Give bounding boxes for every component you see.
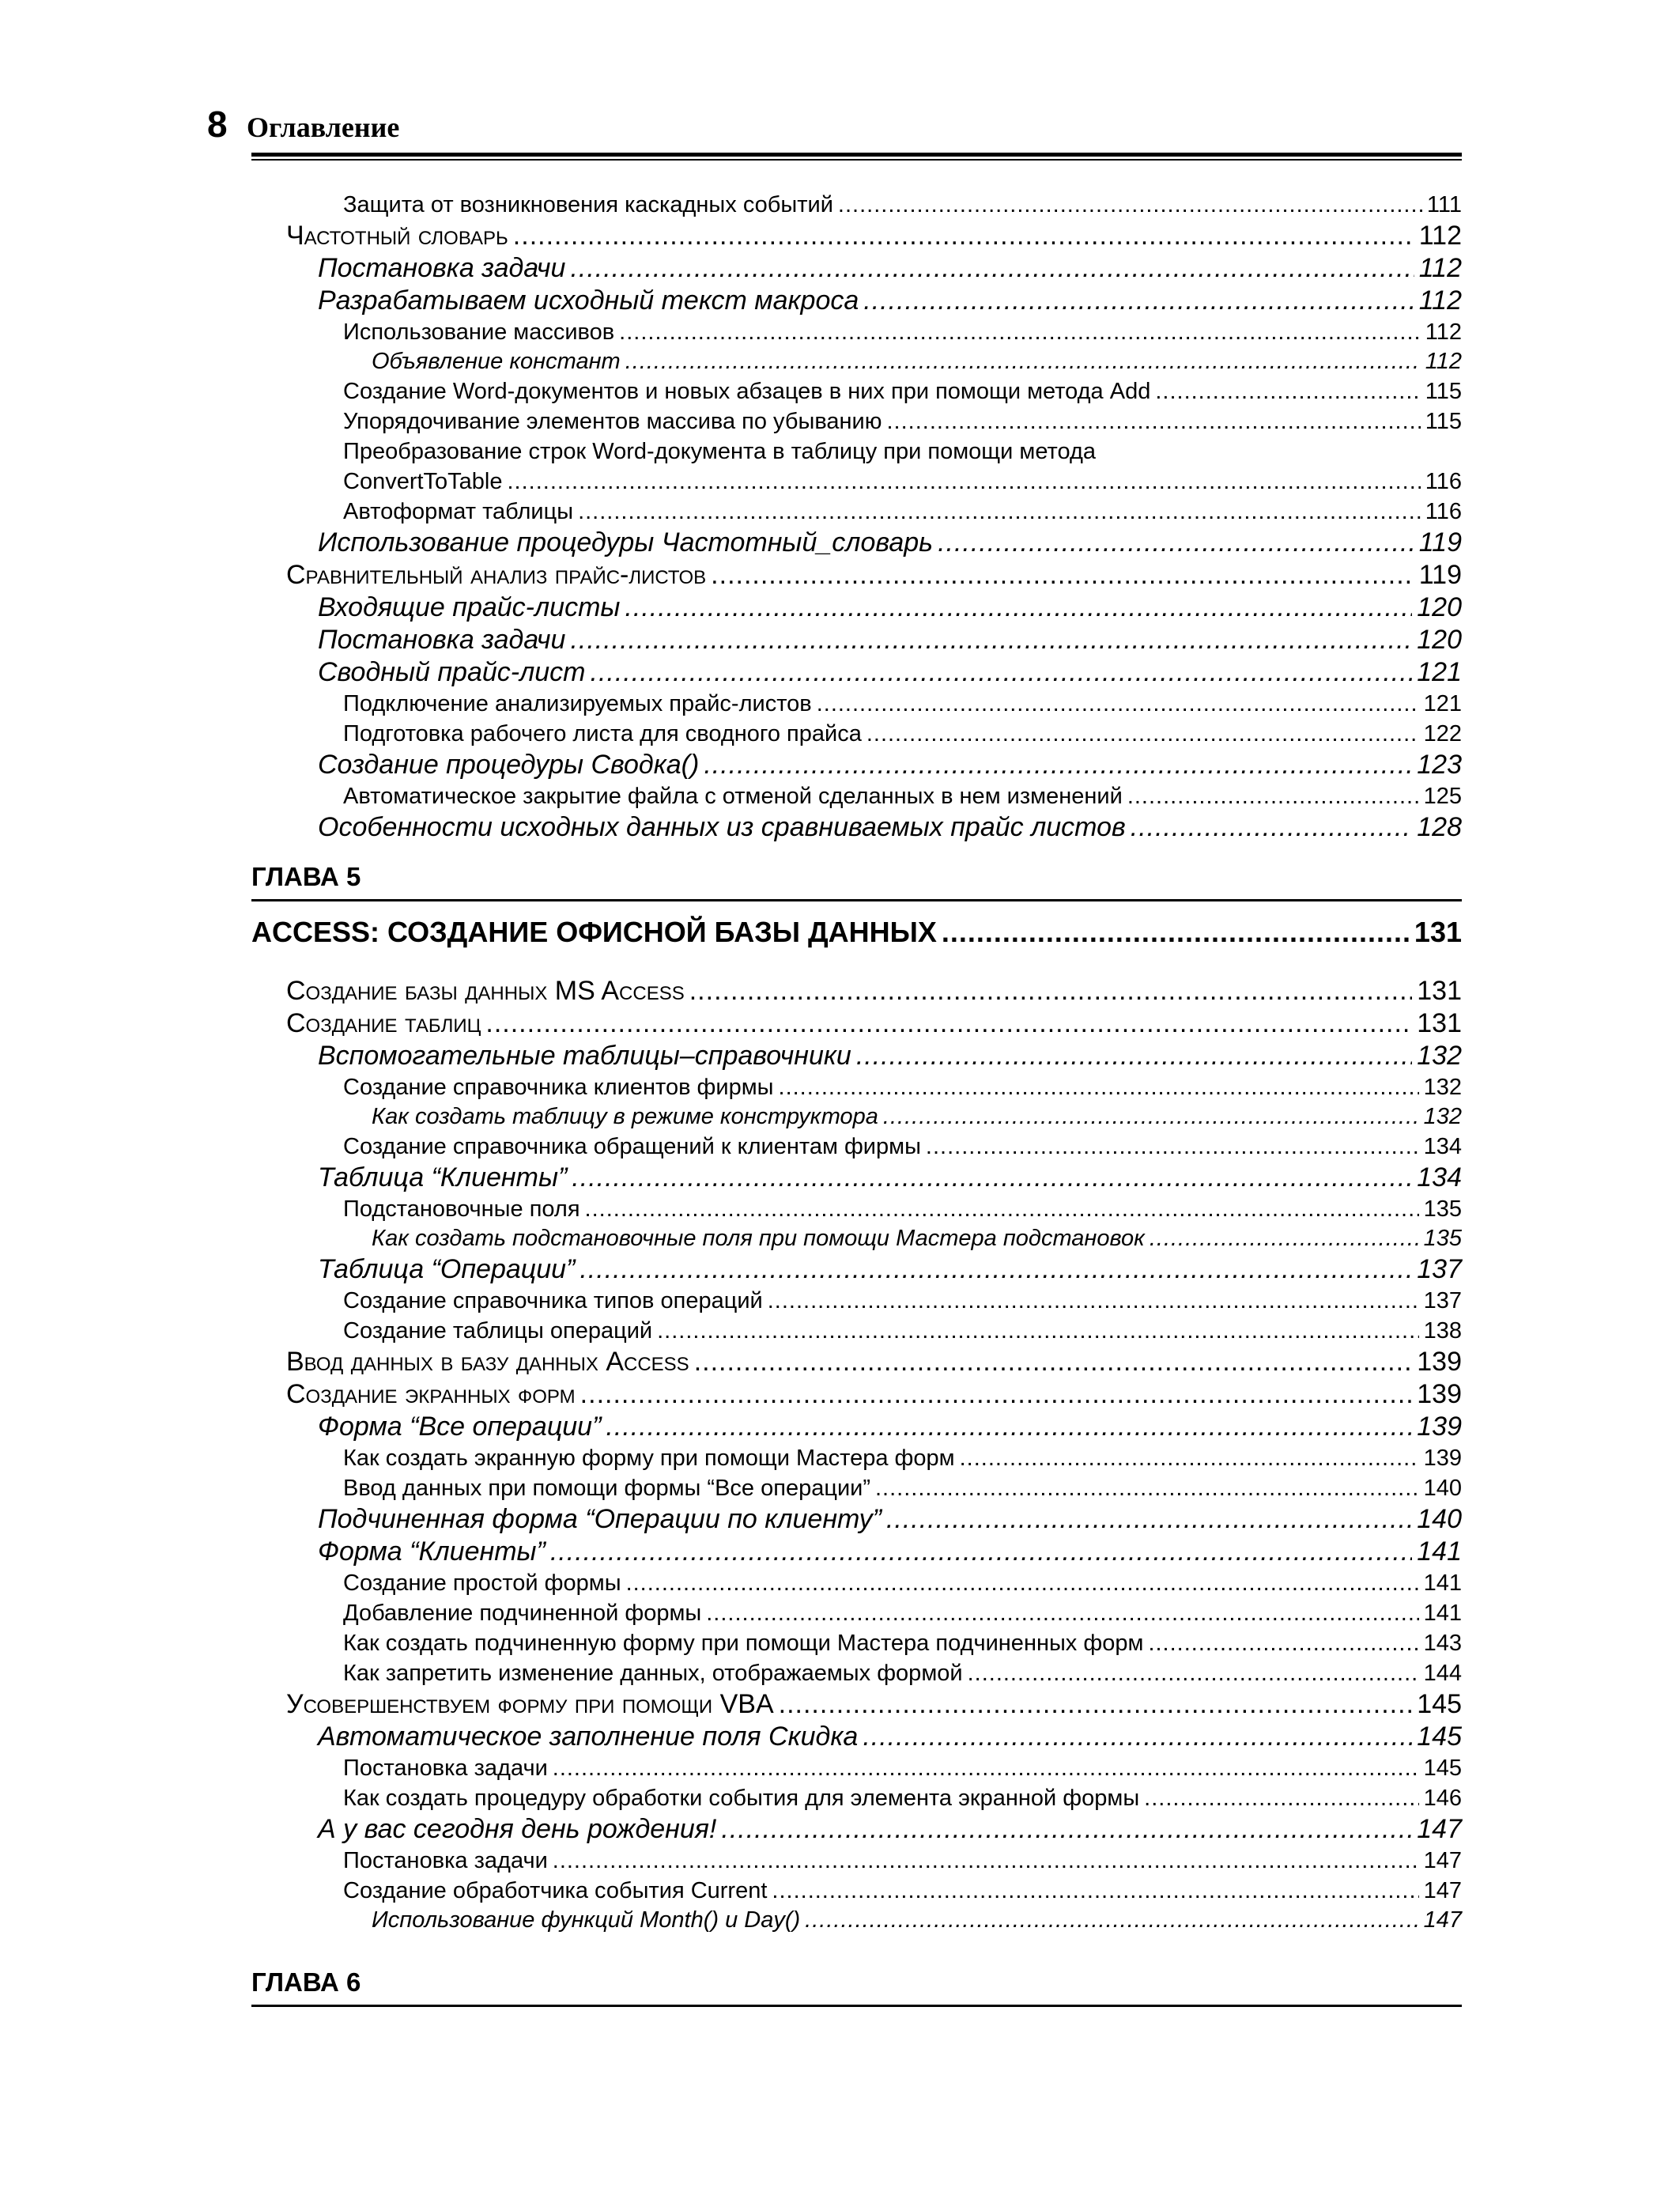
toc-entry-page: 145 (1423, 1756, 1462, 1781)
toc-entry-page: 112 (1425, 349, 1462, 374)
toc-entry[interactable] (251, 1132, 1462, 1162)
leader-dots (626, 1568, 1419, 1598)
toc-entry[interactable] (251, 781, 1462, 811)
leader-dots (1155, 376, 1420, 406)
leader-dots (805, 1906, 1418, 1935)
leader-dots (694, 1346, 1413, 1378)
toc-entry-title: Вспомогательные таблицы–справочники (318, 1041, 851, 1071)
spacer (251, 964, 1462, 975)
toc-entry-title: Использование массивов (343, 319, 615, 345)
toc-entry[interactable] (251, 317, 1462, 347)
leader-dots (1127, 781, 1419, 811)
toc-entry-page: 112 (1425, 319, 1462, 345)
toc-entry-title: Как создать экранную форму при помощи Мастера форм (343, 1446, 955, 1471)
toc-entry-title: Создание обработчика события Current (343, 1878, 768, 1903)
toc-entry[interactable] (251, 811, 1462, 844)
toc-entry-page: 141 (1423, 1601, 1462, 1626)
leader-dots (572, 1162, 1412, 1194)
toc-entry[interactable] (251, 497, 1462, 527)
leader-dots (553, 1846, 1419, 1876)
toc-entry-title: Создание таблиц (286, 1008, 481, 1038)
leader-dots (513, 220, 1414, 252)
toc-entry[interactable] (251, 1253, 1462, 1286)
toc-entry-page: 112 (1418, 221, 1462, 251)
toc-entry-title: Создание справочника клиентов фирмы (343, 1075, 774, 1100)
toc-entry-page: 143 (1423, 1631, 1462, 1656)
toc-entry-title: Как создать подстановочные поля при помощи Мастера подстановок (372, 1226, 1145, 1251)
toc-entry-title: Упорядочивание элементов массива по убыванию (343, 409, 882, 434)
leader-dots (570, 624, 1412, 656)
toc-entry-page: 147 (1423, 1848, 1462, 1873)
toc-entry[interactable] (251, 1443, 1462, 1473)
toc-entry[interactable] (251, 624, 1462, 656)
leader-dots (625, 591, 1412, 624)
toc-entry[interactable] (251, 1162, 1462, 1194)
toc-entry[interactable] (251, 1007, 1462, 1040)
leader-dots (866, 719, 1419, 749)
toc-entry-title: Форма “Клиенты” (318, 1536, 546, 1567)
toc-entry[interactable] (251, 1721, 1462, 1753)
toc-entry[interactable] (251, 190, 1462, 220)
toc-entry-title: Добавление подчиненной формы (343, 1601, 702, 1626)
toc-entry-page: 112 (1418, 285, 1462, 316)
toc-entry-title: Автоматическое заполнение поля Скидка (318, 1722, 859, 1752)
toc-entry-page: 115 (1425, 409, 1462, 434)
toc-entry-page: 140 (1423, 1476, 1462, 1501)
toc-entry-page: 146 (1423, 1786, 1462, 1811)
toc-entry-page: 147 (1423, 1878, 1462, 1903)
toc-entry-page: 139 (1417, 1347, 1462, 1377)
leader-dots (721, 1813, 1412, 1846)
toc-entry[interactable] (251, 975, 1462, 1007)
leader-dots (570, 252, 1414, 285)
chapter-label: ГЛАВА 5 (251, 862, 361, 891)
toc-entry[interactable] (251, 1783, 1462, 1813)
toc-entry-page: 137 (1423, 1288, 1462, 1313)
toc-entry[interactable] (251, 749, 1462, 781)
toc-entry-page: 116 (1425, 469, 1462, 494)
toc-entry-page: 147 (1423, 1907, 1462, 1933)
toc-entry-title: Сводный прайс-лист (318, 657, 586, 687)
leader-dots (938, 527, 1414, 559)
toc-entry-page: 139 (1423, 1446, 1462, 1471)
toc-entry-title: Постановка задачи (343, 1848, 548, 1873)
toc-entry-page: 132 (1417, 1041, 1462, 1071)
toc-entry-page: 120 (1417, 625, 1462, 655)
leader-dots (706, 1598, 1418, 1628)
toc-entry-title: Защита от возникновения каскадных событий (343, 192, 833, 217)
toc-entry[interactable] (251, 1102, 1462, 1132)
toc-entry-title: Постановка задачи (318, 625, 566, 655)
toc-entry-title: Использование процедуры Частотный_словарь (318, 527, 934, 557)
toc-entry[interactable] (251, 1040, 1462, 1072)
toc-entry-title: Создание экранных форм (286, 1379, 576, 1409)
toc-entry[interactable] (251, 1378, 1462, 1411)
toc-entry-page: 120 (1417, 592, 1462, 622)
chapter-title: ACCESS: СОЗДАНИЕ ОФИСНОЙ БАЗЫ ДАННЫХ (251, 916, 937, 948)
toc-entry[interactable] (251, 1906, 1462, 1935)
toc-entry[interactable] (251, 1876, 1462, 1906)
leader-dots (856, 1040, 1412, 1072)
toc-entry[interactable] (251, 689, 1462, 719)
leader-dots (1148, 1628, 1418, 1658)
leader-dots (883, 1102, 1419, 1132)
toc-entry-page: 141 (1417, 1536, 1462, 1567)
toc-entry[interactable] (251, 1628, 1462, 1658)
leader-dots (689, 975, 1413, 1007)
toc-entry[interactable] (251, 1846, 1462, 1876)
toc-entry-page: 125 (1423, 784, 1462, 809)
toc-block-2 (251, 975, 1462, 1935)
leader-dots (578, 497, 1421, 527)
toc-entry-title: Создание простой формы (343, 1570, 621, 1596)
toc-entry-title: Как создать процедуру обработки события для элемента экранной формы (343, 1786, 1140, 1811)
toc-entry-page: 134 (1417, 1162, 1462, 1192)
toc-entry[interactable] (251, 591, 1462, 624)
leader-dots (591, 656, 1413, 689)
page-header (207, 101, 1462, 147)
leader-dots (711, 559, 1414, 591)
leader-dots (768, 1286, 1419, 1316)
chapter-label: ГЛАВА 6 (251, 1967, 361, 1997)
toc-entry[interactable] (251, 1411, 1462, 1443)
toc-entry[interactable] (251, 347, 1462, 376)
toc-entry[interactable] (251, 559, 1462, 591)
toc-entry[interactable] (251, 1473, 1462, 1503)
leader-dots (704, 749, 1412, 781)
chapter-title-row (251, 901, 1462, 964)
toc-entry[interactable] (251, 1813, 1462, 1846)
toc-entry-title: Создание справочника обращений к клиентам фирмы (343, 1134, 921, 1159)
toc-entry-title: Как запретить изменение данных, отображаемых формой (343, 1661, 963, 1686)
leader-dots (926, 1132, 1419, 1162)
toc-entry-page: 116 (1425, 499, 1462, 524)
toc-entry-page: 121 (1423, 691, 1462, 716)
toc-entry-line (251, 437, 1462, 467)
chapter-page: 131 (1414, 916, 1462, 948)
toc-entry-page: 135 (1423, 1196, 1462, 1222)
toc-block-1 (251, 190, 1462, 844)
table-of-contents (251, 190, 1462, 2006)
toc-entry-title: Подключение анализируемых прайс-листов (343, 691, 812, 716)
leader-dots (779, 1688, 1413, 1721)
toc-entry-title: Подстановочные поля (343, 1196, 580, 1222)
toc-entry-title: Ввод данных при помощи формы “Все операции” (343, 1476, 870, 1501)
toc-entry-page: 145 (1417, 1689, 1462, 1719)
toc-entry-title: Особенности исходных данных из сравниваемых прайс листов (318, 812, 1126, 842)
toc-entry-title: ConvertToTable (343, 469, 503, 494)
leader-dots (863, 285, 1414, 317)
leader-dots (625, 347, 1421, 376)
toc-entry-page: 137 (1417, 1254, 1462, 1284)
leader-dots (619, 317, 1421, 347)
toc-entry-title: Как создать таблицу в режиме конструктора (372, 1104, 878, 1129)
toc-entry-page: 132 (1423, 1075, 1462, 1100)
toc-entry[interactable] (251, 527, 1462, 559)
toc-entry-page: 141 (1423, 1570, 1462, 1596)
toc-entry-page: 128 (1417, 812, 1462, 842)
toc-entry-page: 131 (1417, 976, 1462, 1006)
chapter-rule (251, 2005, 1462, 2007)
toc-entry[interactable] (251, 1658, 1462, 1688)
leader-dots (508, 467, 1421, 497)
toc-entry-title: Разрабатываем исходный текст макроса (318, 285, 859, 316)
toc-entry-title: Автоформат таблицы (343, 499, 574, 524)
toc-entry[interactable] (251, 719, 1462, 749)
toc-entry-title: Постановка задачи (318, 253, 566, 283)
leader-dots (580, 1378, 1413, 1411)
leader-dots (657, 1316, 1419, 1346)
leader-dots (779, 1072, 1419, 1102)
leader-dots (550, 1536, 1412, 1568)
toc-entry-title: Преобразование строк Word-документа в таблицу при помощи метода (343, 439, 1096, 464)
leader-dots (553, 1753, 1419, 1783)
leader-dots (968, 1658, 1419, 1688)
toc-entry-title: Объявление констант (372, 349, 621, 374)
toc-entry-page: 144 (1423, 1661, 1462, 1686)
toc-entry-title: Создание процедуры Сводка() (318, 750, 700, 780)
toc-entry-title: Создание базы данных MS Access (286, 976, 685, 1006)
leader-dots (887, 406, 1421, 437)
leader-dots (1131, 811, 1413, 844)
toc-entry[interactable] (251, 1224, 1462, 1253)
leader-dots (960, 1443, 1419, 1473)
leader-dots (838, 190, 1422, 220)
toc-entry[interactable] (251, 376, 1462, 406)
header-rule (251, 153, 1462, 161)
toc-entry[interactable] (251, 467, 1462, 497)
toc-entry-title: Форма “Все операции” (318, 1412, 602, 1442)
toc-entry-page: 112 (1418, 253, 1462, 283)
toc-entry-page: 121 (1417, 657, 1462, 687)
leader-dots (863, 1721, 1412, 1753)
toc-entry[interactable] (251, 1688, 1462, 1721)
leader-dots (886, 1503, 1412, 1536)
toc-entry-page: 122 (1423, 721, 1462, 746)
leader-dots (942, 901, 1410, 964)
leader-dots (585, 1194, 1419, 1224)
toc-entry-page: 119 (1418, 560, 1462, 590)
toc-entry[interactable] (251, 252, 1462, 285)
leader-dots (817, 689, 1419, 719)
toc-entry[interactable] (251, 1568, 1462, 1598)
toc-entry-title: Создание справочника типов операций (343, 1288, 763, 1313)
toc-entry[interactable] (251, 285, 1462, 317)
leader-dots (606, 1411, 1412, 1443)
toc-entry[interactable] (251, 1503, 1462, 1536)
toc-entry[interactable] (251, 1316, 1462, 1346)
toc-entry-title: Создание таблицы операций (343, 1318, 653, 1344)
leader-dots (1144, 1783, 1418, 1813)
toc-entry-title: Использование функций Month() и Day() (372, 1907, 801, 1933)
page-number: 8 (207, 104, 228, 145)
toc-entry-title: А у вас сегодня день рождения! (318, 1814, 717, 1844)
toc-entry-page: 140 (1417, 1504, 1462, 1534)
toc-entry-title: Входящие прайс-листы (318, 592, 621, 622)
toc-entry[interactable] (251, 1286, 1462, 1316)
toc-entry[interactable] (251, 1072, 1462, 1102)
toc-entry-page: 147 (1417, 1814, 1462, 1844)
toc-entry-title: Ввод данных в базу данных Access (286, 1347, 689, 1377)
toc-entry-title: Подчиненная форма “Операции по клиенту” (318, 1504, 882, 1534)
toc-entry[interactable] (251, 1194, 1462, 1224)
toc-entry-title: Автоматическое закрытие файла с отменой сделанных в нем изменений (343, 784, 1123, 809)
toc-entry-title: Таблица “Операции” (318, 1254, 576, 1284)
toc-entry-page: 131 (1417, 1008, 1462, 1038)
toc-entry[interactable] (251, 656, 1462, 689)
toc-entry-page: 139 (1417, 1379, 1462, 1409)
toc-entry[interactable] (251, 220, 1462, 252)
toc-entry-title: Частотный словарь (286, 221, 508, 251)
toc-entry-title: Постановка задачи (343, 1756, 548, 1781)
toc-entry-page: 115 (1425, 379, 1462, 404)
running-title: Оглавление (247, 111, 400, 143)
leader-dots (1150, 1224, 1419, 1253)
toc-entry[interactable] (251, 1536, 1462, 1568)
toc-entry-page: 145 (1417, 1722, 1462, 1752)
toc-entry[interactable] (251, 1598, 1462, 1628)
toc-entry-title: Сравнительный анализ прайс-листов (286, 560, 707, 590)
toc-entry-page: 134 (1423, 1134, 1462, 1159)
toc-entry[interactable] (251, 406, 1462, 437)
toc-entry-title: Усовершенствуем форму при помощи VBA (286, 1689, 774, 1719)
toc-entry-title: Таблица “Клиенты” (318, 1162, 568, 1192)
toc-entry[interactable] (251, 1753, 1462, 1783)
leader-dots (485, 1007, 1412, 1040)
chapter-6-heading (251, 1949, 1462, 2006)
toc-entry[interactable] (251, 1346, 1462, 1378)
leader-dots (772, 1876, 1418, 1906)
toc-entry-page: 111 (1426, 192, 1462, 217)
leader-dots (875, 1473, 1419, 1503)
toc-entry-title: Подготовка рабочего листа для сводного прайса (343, 721, 862, 746)
toc-entry-page: 139 (1417, 1412, 1462, 1442)
toc-entry-page: 123 (1417, 750, 1462, 780)
toc-entry-page: 119 (1418, 527, 1462, 557)
toc-entry-title: Как создать подчиненную форму при помощи Мастера подчиненных форм (343, 1631, 1144, 1656)
toc-entry-title: Создание Word-документов и новых абзацев в них при помощи метода Add (343, 379, 1151, 404)
toc-entry-page: 138 (1423, 1318, 1462, 1344)
toc-entry-page: 135 (1423, 1226, 1462, 1251)
leader-dots (580, 1253, 1412, 1286)
toc-entry-page: 132 (1423, 1104, 1462, 1129)
chapter-5-heading (251, 844, 1462, 901)
